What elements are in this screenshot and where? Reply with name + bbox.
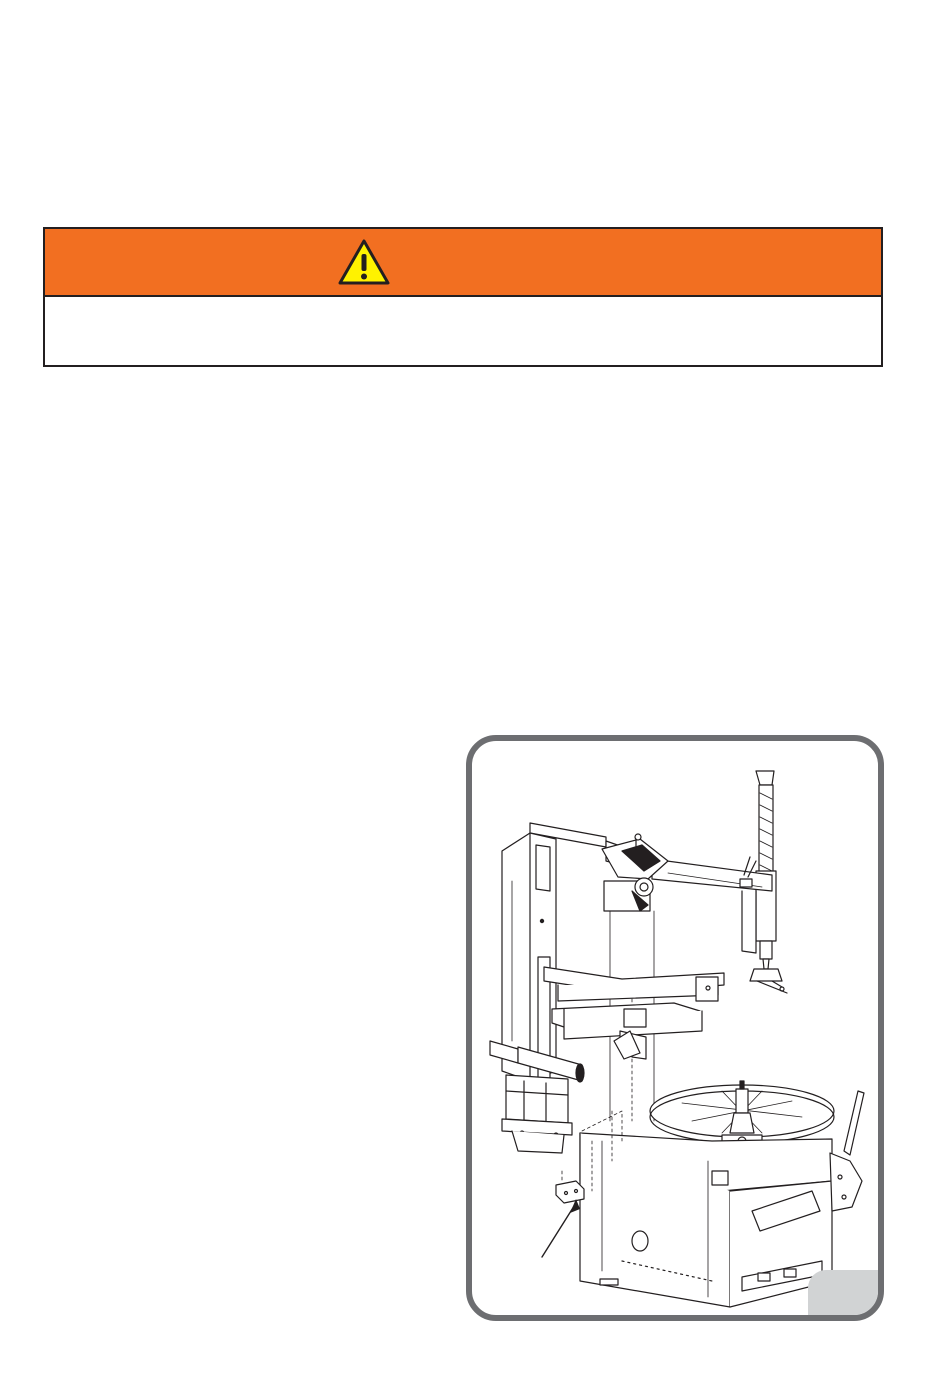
figure-frame <box>466 735 884 1321</box>
figure-label-tab <box>808 1270 884 1320</box>
callout-arrow <box>542 1199 580 1257</box>
tire-changer-illustration <box>472 741 878 1315</box>
bead-breaker-tower <box>502 833 556 1081</box>
lower-arm <box>552 1003 702 1059</box>
pneumatic-cylinder <box>490 1041 584 1153</box>
warning-triangle-icon <box>337 238 391 286</box>
side-pedal-guard <box>830 1091 864 1211</box>
machine-cabinet <box>580 1133 832 1307</box>
warning-header <box>45 229 881 297</box>
warning-box <box>43 227 883 367</box>
middle-arm <box>544 967 724 1001</box>
